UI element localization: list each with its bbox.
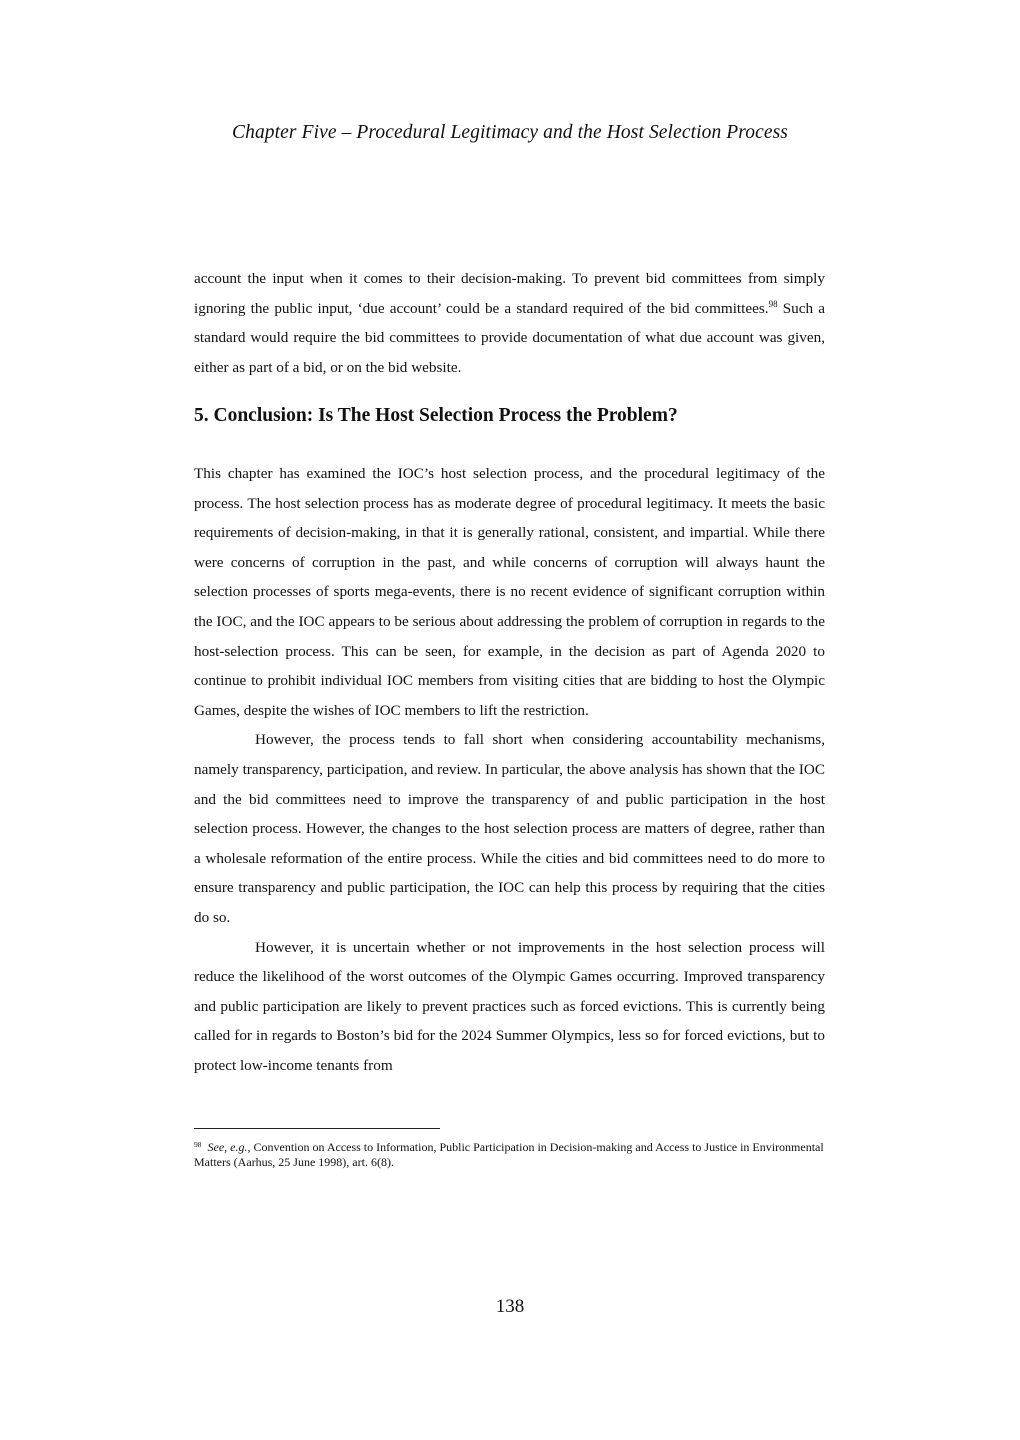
- paragraph: However, it is uncertain whether or not improvements in the host selection process will reduce the likelihood of the worst outcomes of the Olympic Games occurring. Improved transparency and public participation are likely to prevent practices such as forced evictions. This is currently being called for in regards to Boston’s bid for the 2024 Summer Olympics, less so for forced evictions, but to protect low-income tenants from: [194, 938, 825, 1074]
- page-number: 138: [495, 1296, 525, 1317]
- section-heading: 5. Conclusion: Is The Host Selection Process the Problem?: [194, 405, 678, 426]
- paragraph-text: Such a standard would require the bid committees to provide documentation of what due account was given, either as part of a bid, or on the bid website.: [194, 299, 825, 376]
- paragraph: This chapter has examined the IOC’s host selection process, and the procedural legitimacy of the process. The host selection process has as moderate degree of procedural legitimacy. It meets the basic requirements of decision-making, in that it is generally rational, consistent, and impartial. While there were concerns of corruption in the past, and while concerns of corruption will always haunt the selection processes of sports mega-events, there is no recent evidence of significant corruption within the IOC, and the IOC appears to be serious about addressing the problem of corruption in regards to the host-selection process. This can be seen, for example, in the decision as part of Agenda 2020 to continue to prohibit individual IOC members from visiting cities that are bidding to host the Olympic Games, despite the wishes of IOC members to lift the restriction.: [194, 465, 825, 719]
- footnote-number: 98: [194, 1140, 202, 1149]
- footnote-divider: [194, 1128, 440, 1129]
- paragraph-text: account the input when it comes to their decision-making. To prevent bid committees from simply ignoring the public input, ‘due account’ could be a standard required of the bid committees.: [194, 270, 825, 317]
- paragraph: [194, 264, 825, 382]
- footnote-signal: See, e.g.,: [207, 1140, 251, 1154]
- running-head: Chapter Five – Procedural Legitimacy and the Host Selection Process: [231, 122, 788, 143]
- footnote: [194, 1140, 825, 1170]
- footnote-reference[interactable]: 98: [768, 298, 778, 309]
- conclusion-body: [194, 459, 825, 1080]
- paragraph-continued: [194, 264, 825, 382]
- paragraph: However, the process tends to fall short when considering accountability mechanisms, namely transparency, participation, and review. In particular, the above analysis has shown that the IOC and the bid committees need to improve the transparency of and public participation in the host selection process. However, the changes to the host selection process are matters of degree, rather than a wholesale reformation of the entire process. While the cities and bid committees need to do more to ensure transparency and public participation, the IOC can help this process by requiring that the cities do so.: [194, 731, 825, 926]
- footnote-text: Convention on Access to Information, Public Participation in Decision-making and Access to Justice in Environmental Matters (Aarhus, 25 June 1998), art. 6(8).: [194, 1140, 824, 1169]
